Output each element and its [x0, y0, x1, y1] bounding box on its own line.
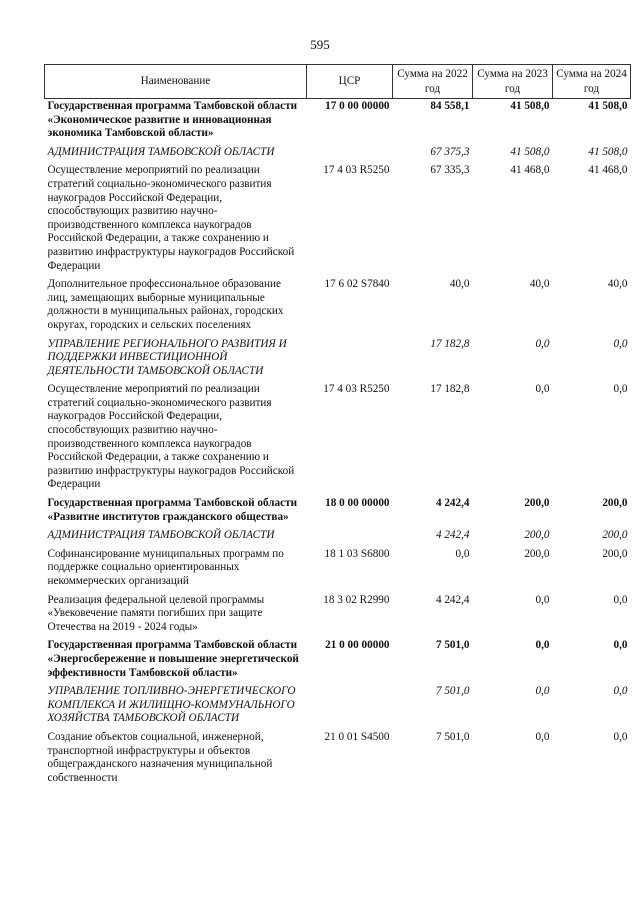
row-name: Дополнительное профессиональное образование лиц, замещающих выборные муниципальные должности в муниципальных районах, городских округах, городских и сельских поселениях: [47, 278, 284, 331]
row-name: Государственная программа Тамбовской области «Развитие институтов гражданского общества»: [47, 497, 298, 523]
row-sum-2023: 40,0: [529, 278, 550, 291]
row-sum-2024: 200,0: [602, 529, 628, 542]
table-body: [45, 99, 631, 790]
row-sum-2024: 0,0: [613, 730, 628, 743]
row-sum-2024: 200,0: [602, 547, 628, 560]
row-sum-2023: 0,0: [535, 383, 550, 396]
row-sum-2022: 84 558,1: [430, 100, 470, 112]
table-row: [45, 730, 631, 789]
row-sum-2024: 0,0: [613, 639, 628, 652]
row-sum-2023: 0,0: [535, 639, 550, 652]
row-code: 21 0 00 00000: [325, 639, 390, 652]
header-2023: Сумма на 2023 год: [473, 65, 553, 99]
row-name: УПРАВЛЕНИЕ РЕГИОНАЛЬНОГО РАЗВИТИЯ И ПОДДЕРЖКИ ИНВЕСТИЦИОННОЙ ДЕЯТЕЛЬНОСТИ ТАМБОВСКОЙ ОБЛАСТИ: [47, 337, 287, 377]
row-code: 18 0 00 00000: [325, 497, 390, 510]
row-code: [307, 145, 393, 164]
row-name: АДМИНИСТРАЦИЯ ТАМБОВСКОЙ ОБЛАСТИ: [47, 529, 275, 542]
table-row: [45, 496, 631, 528]
row-sum-2022: 7 501,0: [435, 730, 470, 743]
header-2022: Сумма на 2022 год: [393, 65, 473, 99]
table-header-row: [45, 65, 631, 99]
row-code: 18 1 03 S6800: [324, 547, 390, 560]
row-sum-2022: 17 182,8: [430, 383, 470, 396]
row-name: Осуществление мероприятий по реализации стратегий социально-экономического развития наукоградов Российской Федерации, способствующих развитию научно-производственного комплекса наукоградов Российской Федерации, а также сохранению и развитию инфраструктуры наукоградов Российской Федерации: [47, 164, 295, 272]
row-sum-2022: 4 242,4: [435, 497, 470, 510]
row-code: [307, 337, 393, 383]
table-row: [45, 145, 631, 164]
header-name: Наименование: [45, 65, 307, 99]
header-code: ЦСР: [307, 65, 393, 99]
row-name: Реализация федеральной целевой программы «Увековечение памяти погибших при защите Отечества на 2019 - 2024 годы»: [47, 593, 265, 633]
page-number: 595: [310, 37, 330, 52]
row-sum-2022: 67 375,3: [430, 145, 470, 158]
table-row: [45, 99, 631, 145]
row-sum-2023: 0,0: [535, 730, 550, 743]
row-code: [307, 684, 393, 730]
row-sum-2024: 0,0: [613, 383, 628, 396]
row-name: Государственная программа Тамбовской области «Энергосбережение и повышение энергетической эффективности Тамбовской области»: [47, 639, 299, 679]
row-code: 18 3 02 R2990: [323, 593, 390, 606]
row-sum-2023: 0,0: [535, 593, 550, 606]
table-row: [45, 638, 631, 684]
row-sum-2024: 40,0: [607, 278, 628, 291]
row-sum-2022: 67 335,3: [430, 164, 470, 177]
row-sum-2023: 200,0: [524, 497, 550, 510]
row-sum-2022: 40,0: [449, 278, 470, 291]
table-row: [45, 163, 631, 277]
row-name: Создание объектов социальной, инженерной, транспортной инфраструктуры и объектов общегражданского назначения муниципальной собственности: [47, 730, 273, 784]
row-sum-2022: 0,0: [455, 547, 470, 560]
row-sum-2024: 41 508,0: [588, 100, 628, 112]
row-sum-2024: 41 508,0: [588, 145, 628, 158]
row-sum-2023: 200,0: [524, 547, 550, 560]
row-sum-2022: 17 182,8: [430, 337, 470, 350]
row-sum-2022: 4 242,4: [435, 529, 470, 542]
budget-table: [44, 64, 631, 789]
table-row: [45, 593, 631, 639]
row-code: 17 4 03 R5250: [323, 383, 390, 396]
row-sum-2023: 200,0: [524, 529, 550, 542]
row-code: 17 0 00 00000: [325, 100, 390, 112]
row-sum-2022: 7 501,0: [435, 639, 470, 652]
row-sum-2023: 41 468,0: [510, 164, 550, 177]
row-sum-2023: 41 508,0: [510, 100, 550, 112]
row-code: 17 6 02 S7840: [324, 278, 390, 291]
row-code: 21 0 01 S4500: [324, 730, 390, 743]
row-name: Софинансирование муниципальных программ по поддержке социально ориентированных некоммерческих организаций: [47, 547, 284, 587]
row-sum-2023: 41 508,0: [510, 145, 550, 158]
table-row: [45, 528, 631, 547]
row-sum-2023: 0,0: [535, 685, 550, 698]
table-row: [45, 547, 631, 593]
header-2024: Сумма на 2024 год: [553, 65, 631, 99]
row-sum-2024: 0,0: [613, 685, 628, 698]
row-sum-2024: 200,0: [602, 497, 628, 510]
table-row: [45, 337, 631, 383]
table-row: [45, 382, 631, 496]
row-sum-2024: 0,0: [613, 593, 628, 606]
row-name: АДМИНИСТРАЦИЯ ТАМБОВСКОЙ ОБЛАСТИ: [47, 145, 275, 158]
row-sum-2022: 4 242,4: [435, 593, 470, 606]
row-sum-2024: 0,0: [613, 337, 628, 350]
row-name: УПРАВЛЕНИЕ ТОПЛИВНО-ЭНЕРГЕТИЧЕСКОГО КОМПЛЕКСА И ЖИЛИЩНО-КОММУНАЛЬНОГО ХОЗЯЙСТВА ТАМБОВСКОЙ ОБЛАСТИ: [47, 685, 296, 725]
row-code: [307, 528, 393, 547]
table-row: [45, 684, 631, 730]
table-row: [45, 277, 631, 336]
row-sum-2023: 0,0: [535, 337, 550, 350]
row-sum-2024: 41 468,0: [588, 164, 628, 177]
row-name: Государственная программа Тамбовской области «Экономическое развитие и инновационная экономика Тамбовской области»: [47, 100, 298, 140]
row-code: 17 4 03 R5250: [323, 164, 390, 177]
row-sum-2022: 7 501,0: [435, 685, 470, 698]
row-name: Осуществление мероприятий по реализации стратегий социально-экономического развития наукоградов Российской Федерации, способствующих развитию научно-производственного комплекса наукоградов Российской Федерации, а также сохранению и развитию инфраструктуры наукоградов Российской Федерации: [47, 383, 295, 491]
